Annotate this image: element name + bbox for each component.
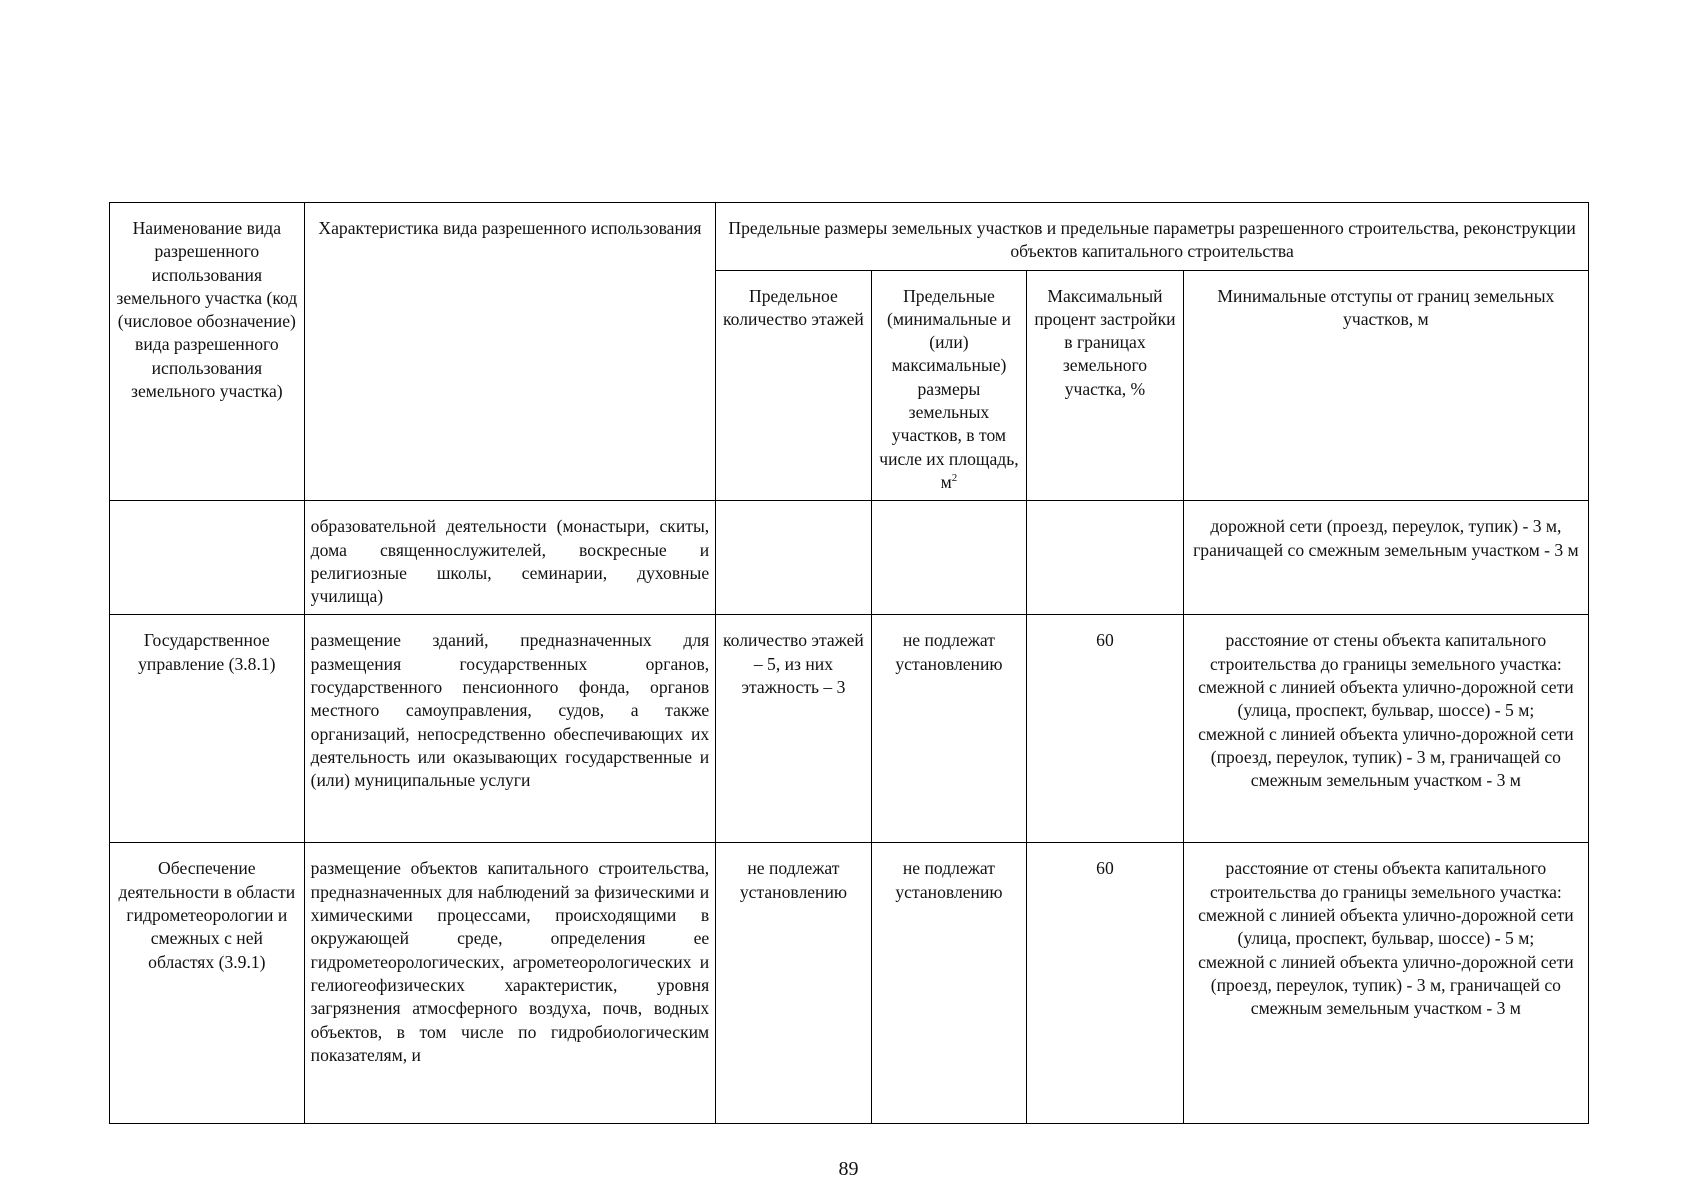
row-floors: количество этажей – 5, из них этажность – 3 bbox=[716, 615, 872, 843]
row-coverage: 60 bbox=[1027, 843, 1184, 1124]
row-name: Обеспечение деятельности в области гидрометеорологии и смежных с ней областях (3.9.1) bbox=[110, 843, 305, 1124]
row-plot-size: не подлежат установлению bbox=[871, 843, 1027, 1124]
row-coverage bbox=[1027, 501, 1184, 615]
table-header-row bbox=[110, 203, 1589, 271]
header-floors: Предельное количество этажей bbox=[716, 270, 872, 501]
row-plot-size bbox=[871, 501, 1027, 615]
header-coverage: Максимальный процент застройки в границах земельного участка, % bbox=[1027, 270, 1184, 501]
row-offsets: расстояние от стены объекта капитального строительства до границы земельного участка: смежной с линией объекта улично-дорожной сети (улица, проспект, бульвар, шоссе) - 5 м; смежной с линией объекта улично-дорожной сети (проезд, переулок, тупик) - 3 м, граничащей со смежным земельным участком - 3 м bbox=[1183, 843, 1588, 1124]
row-description: образовательной деятельности (монастыри, скиты, дома священнослужителей, воскресные и религиозные школы, семинарии, духовные училища) bbox=[304, 501, 716, 615]
header-plot-size-superscript: 2 bbox=[951, 472, 958, 485]
row-offsets: дорожной сети (проезд, переулок, тупик) - 3 м, граничащей со смежным земельным участком - 3 м bbox=[1183, 501, 1588, 615]
row-offsets: расстояние от стены объекта капитального строительства до границы земельного участка: смежной с линией объекта улично-дорожной сети (улица, проспект, бульвар, шоссе) - 5 м; смежной с линией объекта улично-дорожной сети (проезд, переулок, тупик) - 3 м, граничащей со смежным земельным участком - 3 м bbox=[1183, 615, 1588, 843]
row-name: Государственное управление (3.8.1) bbox=[110, 615, 305, 843]
zoning-regulations-table bbox=[109, 202, 1589, 1124]
table-row bbox=[110, 615, 1589, 843]
row-name bbox=[110, 501, 305, 615]
table-row bbox=[110, 501, 1589, 615]
row-coverage: 60 bbox=[1027, 615, 1184, 843]
header-limits-group: Предельные размеры земельных участков и предельные параметры разрешенного строительства, реконструкции объектов капитального строительства bbox=[716, 203, 1589, 271]
header-plot-size-text: Предельные (минимальные и (или) максимальные) размеры земельных участков, в том числе их площадь, м bbox=[879, 285, 1019, 492]
page-number: 89 bbox=[838, 1158, 859, 1180]
row-plot-size: не подлежат установлению bbox=[871, 615, 1027, 843]
table-row bbox=[110, 843, 1589, 1124]
row-floors bbox=[716, 501, 872, 615]
header-offsets: Минимальные отступы от границ земельных участков, м bbox=[1183, 270, 1588, 501]
row-description: размещение объектов капитального строительства, предназначенных для наблюдений за физическими и химическими процессами, происходящими в окружающей среде, определения ее гидрометеорологических, агрометеорологических и гелиогеофизических характеристик, уровня загрязнения атмосферного воздуха, почв, водных объектов, в том числе по гидробиологическим показателям, и bbox=[304, 843, 716, 1124]
header-plot-size bbox=[871, 270, 1027, 501]
row-floors: не подлежат установлению bbox=[716, 843, 872, 1124]
header-description: Характеристика вида разрешенного использования bbox=[304, 203, 716, 501]
header-name: Наименование вида разрешенного использования земельного участка (код (числовое обозначение) вида разрешенного использования земельного участка) bbox=[110, 203, 305, 501]
row-description: размещение зданий, предназначенных для размещения государственных органов, государственного пенсионного фонда, органов местного самоуправления, судов, а также организаций, непосредственно обеспечивающих их деятельность или оказывающих государственные и (или) муниципальные услуги bbox=[304, 615, 716, 843]
